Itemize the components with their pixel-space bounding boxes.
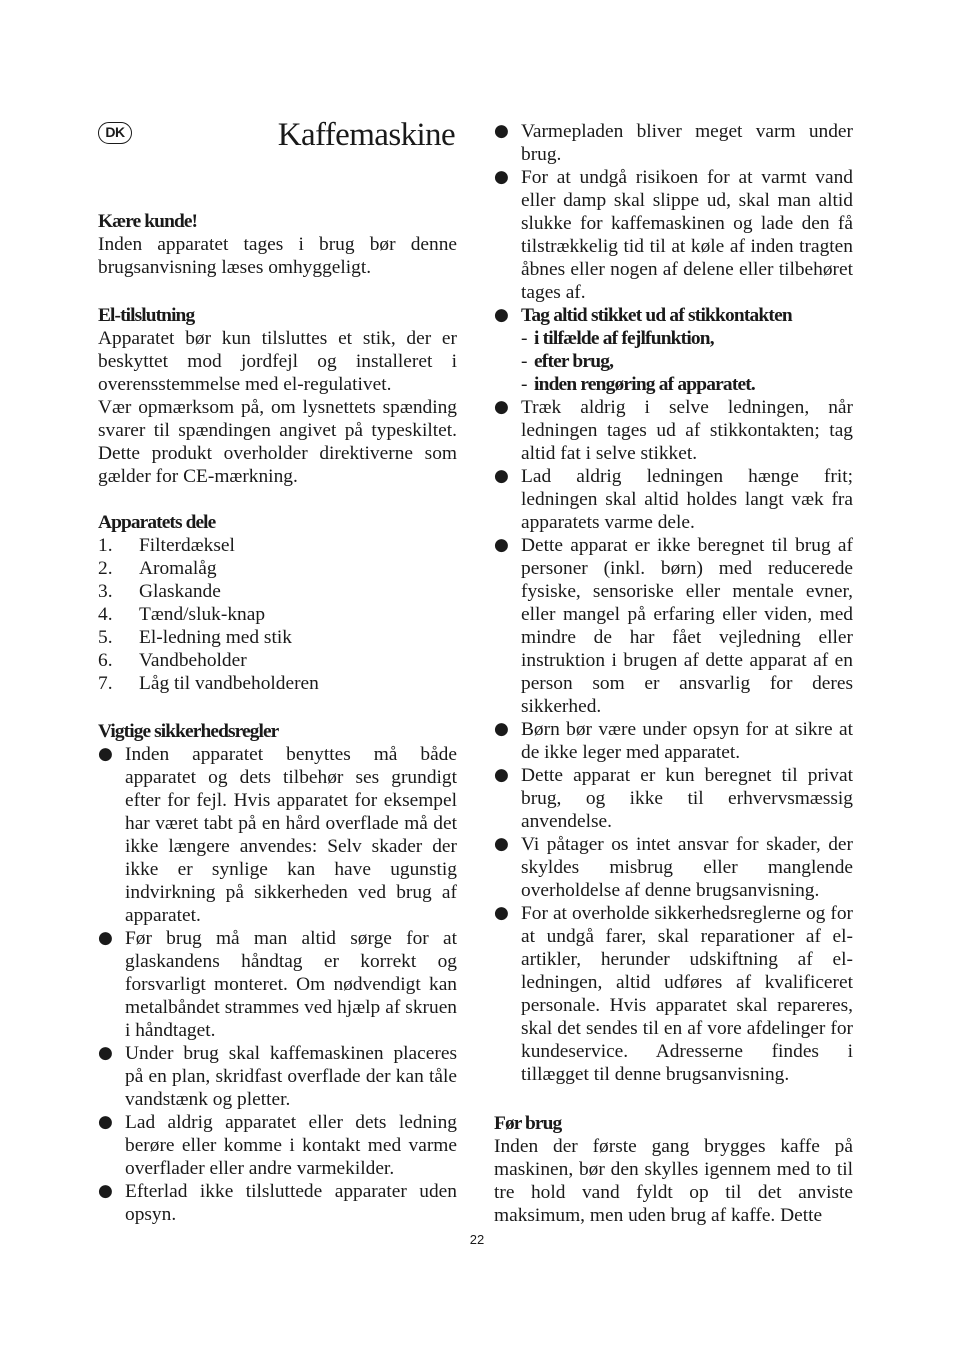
bullet-icon: ●	[98, 1181, 113, 1201]
bullet-icon: ●	[494, 305, 509, 325]
bullet-icon: ●	[494, 397, 509, 417]
sub-item	[521, 327, 853, 350]
parts-heading: Apparatets dele	[98, 512, 216, 533]
safety-heading: Vigtige sikkerhedsregler	[98, 721, 279, 742]
list-item	[494, 902, 853, 1086]
item-label: Vandbeholder	[139, 650, 247, 671]
electrical-paragraph-1: Apparatet bør kun tilsluttes et stik, der er beskyttet mod jordfejl og installeret i overensstemmelse med el-regulativet.	[98, 328, 457, 395]
page-number: 22	[469, 1232, 485, 1247]
sub-item	[521, 373, 853, 396]
dash-icon: -	[521, 328, 527, 349]
greeting-section	[98, 210, 457, 279]
bullet-icon: ●	[494, 719, 509, 739]
item-number: 4.	[98, 604, 113, 625]
electrical-paragraph-2: Vær opmærksom på, om lysnettets spænding svarer til spændingen angivet på typeskiltet. Dette produkt overholder direktiverne som gælder for CE-mærkning.	[98, 397, 457, 487]
bullet-icon: ●	[494, 834, 509, 854]
item-number: 1.	[98, 535, 113, 556]
list-item	[98, 743, 457, 927]
list-item	[98, 534, 457, 557]
list-item	[98, 672, 457, 695]
item-label: Filterdæksel	[139, 535, 235, 556]
list-item	[98, 1042, 457, 1111]
bullet-icon: ●	[98, 744, 113, 764]
bullet-icon: ●	[494, 121, 509, 141]
list-item	[98, 626, 457, 649]
item-text: Efterlad ikke tilsluttede apparater uden opsyn.	[125, 1181, 457, 1225]
list-item	[494, 396, 853, 465]
item-text: Lad aldrig apparatet eller dets ledning berøre eller komme i kontakt med varme overflader eller andre varmekilder.	[125, 1112, 457, 1179]
list-item	[98, 557, 457, 580]
item-label: Aromalåg	[139, 558, 217, 579]
electrical-section	[98, 304, 457, 488]
bullet-icon: ●	[98, 928, 113, 948]
parts-section	[98, 511, 457, 695]
unplug-item	[521, 304, 853, 396]
safety-continued	[494, 120, 853, 1086]
list-item	[494, 120, 853, 166]
item-text: For at undgå risikoen for at varmt vand eller damp skal slippe ud, skal man altid slukke for kaffemaskinen og lade den få tilstrækkelig tid til at køle af inden tragten åbnes eller nogen af delene eller tilbehøret tages af.	[521, 167, 853, 303]
page-header	[98, 116, 457, 156]
language-badge: DK	[98, 122, 132, 144]
item-number: 7.	[98, 673, 113, 694]
list-item	[494, 166, 853, 304]
sub-item	[521, 350, 853, 373]
parts-list	[98, 534, 457, 695]
list-item	[494, 833, 853, 902]
item-text: Træk aldrig i selve ledningen, når ledningen tages ud af stikkontakten; tag altid fat i selve stikket.	[521, 397, 853, 464]
list-item	[494, 718, 853, 764]
item-label: El-ledning med stik	[139, 627, 292, 648]
item-label: Tænd/sluk-knap	[139, 604, 266, 625]
sub-item-text: inden rengøring af apparatet.	[534, 374, 755, 395]
item-text: Inden apparatet benyttes må både apparatet og dets tilbehør ses grundigt efter for fejl. Hvis apparatet for eksempel har været tabt på en hård overflade må det ikke længere anvendes: Selv skader der ikke er synlige kan have ugunstig indvirkning på sikkerheden ved brug af apparatet.	[125, 744, 457, 926]
list-item	[98, 580, 457, 603]
item-label: Låg til vandbeholderen	[139, 673, 319, 694]
item-text: Vi påtager os intet ansvar for skader, der skyldes misbrug eller manglende overholdelse af denne brugsanvisning.	[521, 834, 853, 901]
item-text: Børn bør være under opsyn for at sikre at de ikke leger med apparatet.	[521, 719, 853, 763]
item-text: Før brug må man altid sørge for at glaskandens håndtag er korrekt og forsvarligt monteret. Om nødvendigt kan metalbåndet strammes ved hjælp af skruen i håndtaget.	[125, 928, 457, 1041]
item-number: 5.	[98, 627, 113, 648]
list-item	[98, 1180, 457, 1226]
unplug-heading: Tag altid stikket ud af stikkontakten	[521, 305, 792, 326]
list-item	[494, 534, 853, 718]
sub-item-text: efter brug,	[534, 351, 614, 372]
item-text: Varmepladen bliver meget varm under brug.	[521, 121, 853, 165]
greeting-heading: Kære kunde!	[98, 211, 198, 232]
list-item	[98, 927, 457, 1042]
list-item	[494, 465, 853, 534]
electrical-heading: El-tilslutning	[98, 305, 195, 326]
list-item	[98, 1111, 457, 1180]
item-text: For at overholde sikkerhedsreglerne og for at undgå farer, skal reparationer af el-artikler, herunder udskiftning af el-ledningen, altid udføres af kvalificeret personale. Hvis apparatet skal repareres, skal det sendes til en af vore afdelinger for kundeservice. Adresserne findes i tillægget til denne brugsanvisning.	[521, 903, 853, 1085]
before-use-text: Inden der første gang brygges kaffe på maskinen, bør den skylles igennem med to til tre hold vand fyldt op til det anviste maksimum, men uden brug af kaffe. Dette	[494, 1136, 853, 1226]
bullet-icon: ●	[494, 903, 509, 923]
before-use-heading: Før brug	[494, 1113, 562, 1134]
page-title: Kaffemaskine	[277, 117, 455, 153]
unplug-sublist	[521, 327, 853, 396]
list-item	[98, 649, 457, 672]
list-item	[98, 603, 457, 626]
item-text: Dette apparat er kun beregnet til privat brug, og ikke til erhvervsmæssig anvendelse.	[521, 765, 853, 832]
bullet-icon: ●	[98, 1043, 113, 1063]
item-label: Glaskande	[139, 581, 221, 602]
sub-item-text: i tilfælde af fejlfunktion,	[534, 328, 714, 349]
list-item	[494, 764, 853, 833]
bullet-icon: ●	[494, 535, 509, 555]
safety-list-left	[98, 743, 457, 1226]
item-text: Under brug skal kaffemaskinen placeres på en plan, skridfast overflade der kan tåle vandstænk og pletter.	[125, 1043, 457, 1110]
safety-section	[98, 720, 457, 1226]
item-text: Lad aldrig ledningen hænge frit; ledningen skal altid holdes langt væk fra apparatets varme dele.	[521, 466, 853, 533]
before-use-section	[494, 1112, 853, 1227]
item-number: 2.	[98, 558, 113, 579]
dash-icon: -	[521, 351, 527, 372]
greeting-text: Inden apparatet tages i brug bør denne brugsanvisning læses omhyggeligt.	[98, 234, 457, 278]
bullet-icon: ●	[494, 167, 509, 187]
bullet-icon: ●	[494, 466, 509, 486]
item-number: 6.	[98, 650, 113, 671]
item-text: Dette apparat er ikke beregnet til brug af personer (inkl. børn) med reducerede fysiske, sensoriske eller mentale evner, eller mangel på erfaring eller viden, med mindre de har fået vejledning eller instruktion i brugen af dette apparat af en person som er ansvarlig for deres sikkerhed.	[521, 535, 853, 717]
safety-list-right	[494, 120, 853, 1086]
bullet-icon: ●	[494, 765, 509, 785]
item-number: 3.	[98, 581, 113, 602]
dash-icon: -	[521, 374, 527, 395]
list-item	[494, 304, 853, 396]
bullet-icon: ●	[98, 1112, 113, 1132]
